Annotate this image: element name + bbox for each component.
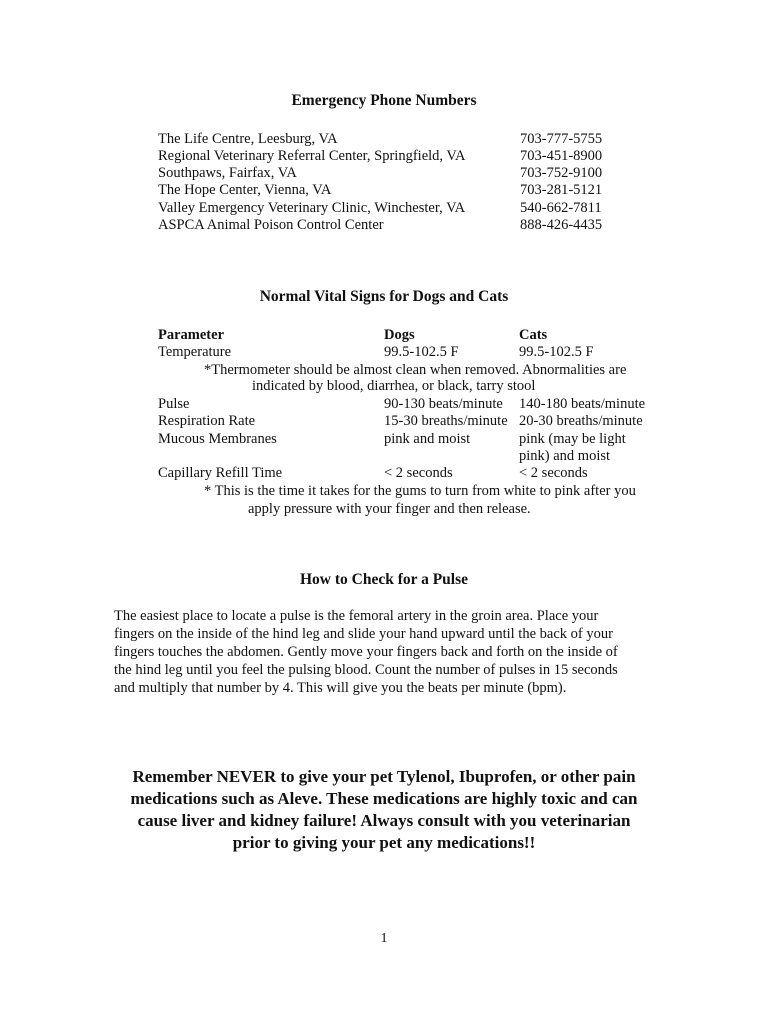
- paragraph-line: the hind leg until you feel the pulsing blood. Count the number of pulses in 15 seconds: [114, 662, 618, 678]
- contact-phone: 703-451-8900: [520, 148, 603, 164]
- contact-phone: 540-662-7811: [520, 200, 602, 216]
- respiration-cats: 20-30 breaths/minute: [519, 413, 643, 429]
- capillary-label: Capillary Refill Time: [158, 465, 283, 481]
- emergency-heading: Emergency Phone Numbers: [291, 92, 477, 109]
- paragraph-line: fingers on the inside of the hind leg and slide your hand upward until the back of your: [114, 626, 613, 642]
- capillary-cats: < 2 seconds: [519, 465, 588, 481]
- temperature-note-cont: indicated by blood, diarrhea, or black, tarry stool: [252, 378, 536, 394]
- contact-name: ASPCA Animal Poison Control Center: [158, 217, 384, 233]
- warning-line: medications such as Aleve. These medications are highly toxic and can: [130, 789, 638, 808]
- contact-phone: 703-281-5121: [520, 182, 603, 198]
- temperature-cats: 99.5-102.5 F: [519, 344, 594, 360]
- mucous-cats: pink (may be light: [519, 431, 626, 447]
- medication-warning: [0, 766, 768, 854]
- pulse-dogs: 90-130 beats/minute: [384, 396, 503, 412]
- column-header-cats: Cats: [519, 327, 548, 343]
- pulse-check-heading: How to Check for a Pulse: [299, 571, 469, 588]
- mucous-label: Mucous Membranes: [158, 431, 277, 447]
- warning-line: prior to giving your pet any medications!!: [232, 833, 536, 852]
- column-header-dogs: Dogs: [384, 327, 415, 343]
- vitals-heading: Normal Vital Signs for Dogs and Cats: [259, 288, 509, 305]
- respiration-label: Respiration Rate: [158, 413, 256, 429]
- warning-line: cause liver and kidney failure! Always consult with you veterinarian: [137, 811, 631, 830]
- contact-name: Southpaws, Fairfax, VA: [158, 165, 297, 181]
- paragraph-line: and multiply that number by 4. This will give you the beats per minute (bpm).: [114, 680, 567, 696]
- contact-name: Regional Veterinary Referral Center, Springfield, VA: [158, 148, 466, 164]
- temperature-dogs: 99.5-102.5 F: [384, 344, 459, 360]
- paragraph-line: fingers touches the abdomen. Gently move your fingers back and forth on the inside of: [114, 644, 618, 660]
- pulse-label: Pulse: [158, 396, 190, 412]
- pulse-check-paragraph: [114, 607, 654, 697]
- mucous-dogs: pink and moist: [384, 431, 471, 447]
- contact-name: Valley Emergency Veterinary Clinic, Winchester, VA: [158, 200, 466, 216]
- paragraph-line: The easiest place to locate a pulse is the femoral artery in the groin area. Place your: [114, 608, 599, 624]
- capillary-note-cont: apply pressure with your finger and then release.: [248, 501, 531, 517]
- temperature-note: *Thermometer should be almost clean when removed. Abnormalities are: [204, 362, 627, 378]
- contact-name: The Hope Center, Vienna, VA: [158, 182, 332, 198]
- contact-phone: 703-777-5755: [520, 131, 603, 147]
- contact-phone: 888-426-4435: [520, 217, 603, 233]
- temperature-label: Temperature: [158, 344, 232, 360]
- column-header-parameter: Parameter: [158, 327, 225, 343]
- contact-name: The Life Centre, Leesburg, VA: [158, 131, 338, 147]
- warning-line: Remember NEVER to give your pet Tylenol, Ibuprofen, or other pain: [132, 767, 636, 786]
- contact-phone: 703-752-9100: [520, 165, 603, 181]
- capillary-note: * This is the time it takes for the gums to turn from white to pink after you: [204, 483, 636, 499]
- capillary-dogs: < 2 seconds: [384, 465, 453, 481]
- page-number: 1: [380, 931, 388, 946]
- respiration-dogs: 15-30 breaths/minute: [384, 413, 508, 429]
- pulse-cats: 140-180 beats/minute: [519, 396, 646, 412]
- mucous-cats-cont: pink) and moist: [519, 448, 611, 464]
